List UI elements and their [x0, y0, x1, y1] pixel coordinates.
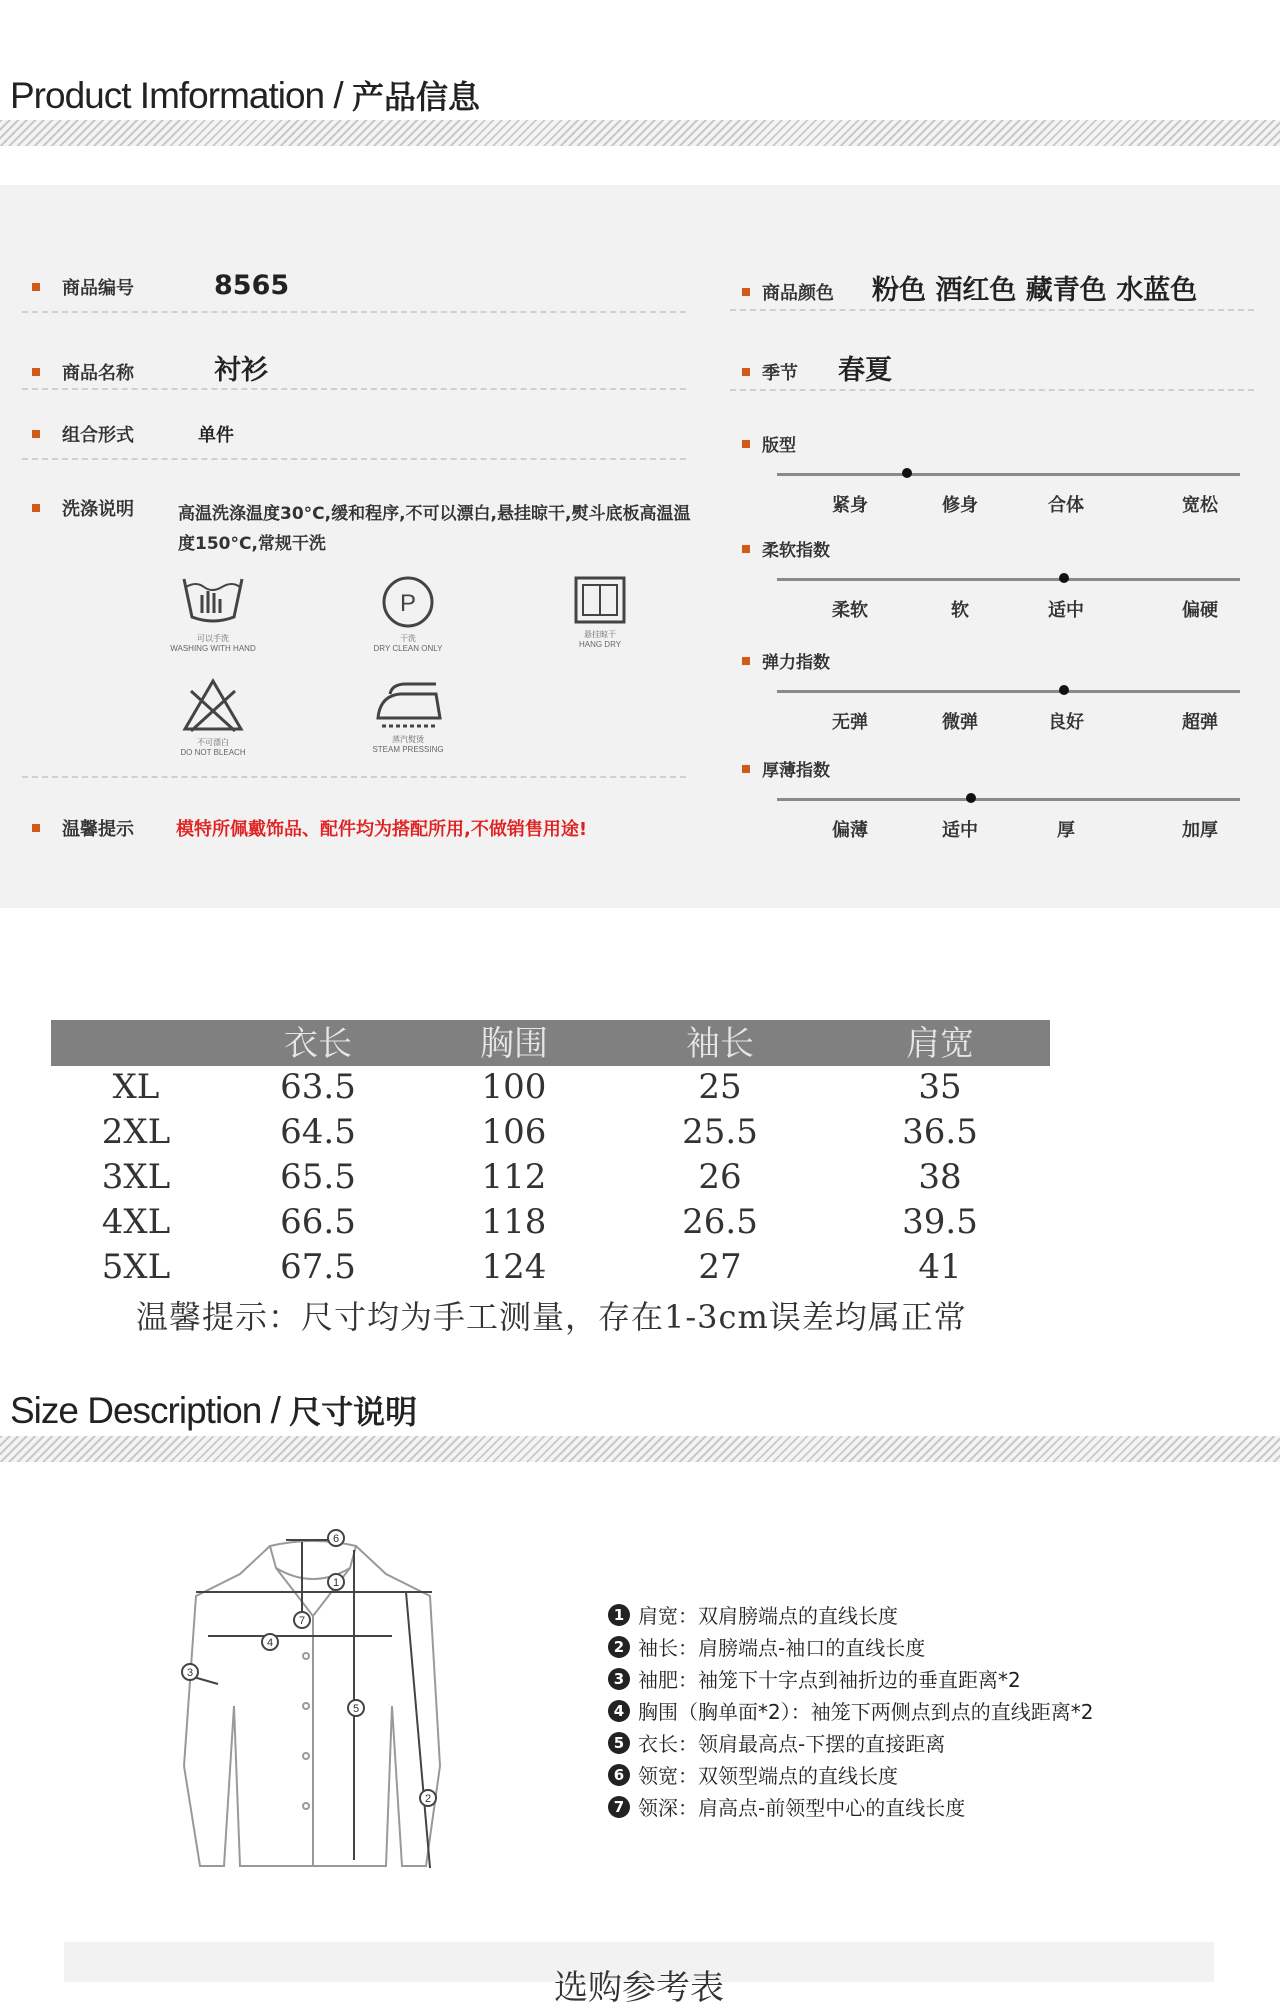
legend-item — [608, 1760, 898, 1789]
table-cell: 35 — [918, 1067, 962, 1107]
table-header-cell: 肩宽 — [906, 1024, 974, 1064]
legend-text: 袖肥：袖笼下十字点到袖折边的垂直距离*2 — [638, 1668, 1021, 1692]
scale-row — [742, 536, 830, 561]
scale-option: 偏硬 — [1182, 600, 1218, 621]
scale-option: 合体 — [1048, 495, 1084, 516]
color-value: 粉色 酒红色 藏青色 水蓝色 — [872, 275, 1198, 306]
season-value: 春夏 — [838, 355, 892, 386]
scale-option: 柔软 — [832, 600, 868, 621]
scale-marker — [1059, 685, 1069, 695]
scale-track — [777, 690, 1240, 693]
table-header-cell: 袖长 — [686, 1024, 754, 1064]
bullet-icon — [742, 440, 750, 448]
item-no-value: 8565 — [214, 270, 290, 301]
color-row — [742, 268, 1197, 307]
diagram-marker-label: 2 — [424, 1793, 432, 1805]
diagram-marker-label: 3 — [186, 1667, 194, 1679]
table-cell: 39.5 — [902, 1202, 978, 1242]
table-cell: 26 — [698, 1157, 742, 1197]
steam-iron-icon — [370, 680, 446, 730]
legend-text: 袖长：肩膀端点-袖口的直线长度 — [638, 1636, 926, 1660]
table-cell: 36.5 — [902, 1112, 978, 1152]
scale-option: 修身 — [942, 495, 978, 516]
legend-number-icon: 4 — [608, 1700, 630, 1722]
size-table-note: 温馨提示：尺寸均为手工测量，存在1-3cm误差均属正常 — [136, 1298, 967, 1336]
scale-option: 软 — [951, 600, 969, 621]
bullet-icon — [32, 368, 40, 376]
legend-text: 衣长：领肩最高点-下摆的直接距离 — [638, 1732, 946, 1756]
svg-text:P: P — [399, 590, 417, 617]
table-cell: 67.5 — [280, 1247, 356, 1287]
section-title-size-description — [10, 1387, 417, 1433]
table-cell: 64.5 — [280, 1112, 356, 1152]
scale-option: 紧身 — [832, 495, 868, 516]
table-cell: 38 — [918, 1157, 962, 1197]
divider — [730, 389, 1254, 391]
table-cell: 41 — [918, 1247, 962, 1287]
legend-item — [608, 1632, 925, 1661]
legend-item — [608, 1664, 1021, 1693]
care-hand-wash — [158, 573, 268, 654]
scale-label: 厚薄指数 — [762, 761, 830, 781]
scale-option: 无弹 — [832, 712, 868, 733]
table-cell: 3XL — [101, 1157, 171, 1197]
scale-option: 厚 — [1057, 820, 1075, 841]
title-en: Size Description / — [10, 1390, 290, 1431]
table-cell: 66.5 — [280, 1202, 356, 1242]
scale-option: 宽松 — [1182, 495, 1218, 516]
table-cell: 124 — [481, 1247, 547, 1287]
scale-option: 适中 — [1048, 600, 1084, 621]
legend-number-icon: 3 — [608, 1668, 630, 1690]
legend-number-icon: 6 — [608, 1764, 630, 1786]
no-bleach-icon — [181, 677, 245, 733]
bullet-icon — [742, 288, 750, 296]
scale-marker — [966, 793, 976, 803]
table-cell: 25.5 — [682, 1112, 758, 1152]
purchase-ref-box — [64, 1942, 1214, 2008]
item-no-label: 商品编号 — [62, 278, 134, 299]
diagram-marker-label: 5 — [352, 1703, 360, 1715]
scale-label: 柔软指数 — [762, 541, 830, 561]
bullet-icon — [32, 430, 40, 438]
name-value: 衬衫 — [214, 355, 268, 386]
scale-label: 版型 — [762, 436, 796, 456]
table-cell: 25 — [698, 1067, 742, 1107]
bullet-icon — [32, 283, 40, 291]
diagram-marker-label: 4 — [266, 1637, 274, 1649]
table-cell: 26.5 — [682, 1202, 758, 1242]
warm-text: 模特所佩戴饰品、配件均为搭配所用,不做销售用途! — [176, 819, 588, 840]
care-caption-zh: 悬挂晾干 — [584, 630, 616, 639]
scale-marker — [1059, 573, 1069, 583]
table-cell: 63.5 — [280, 1067, 356, 1107]
season-row — [742, 348, 892, 387]
legend-item — [608, 1792, 965, 1821]
bullet-icon — [32, 504, 40, 512]
warm-row — [32, 815, 587, 841]
divider — [22, 458, 686, 460]
care-dry-clean — [358, 575, 458, 654]
legend-number-icon: 2 — [608, 1636, 630, 1658]
name-label: 商品名称 — [62, 363, 134, 384]
scale-option: 良好 — [1048, 712, 1084, 733]
table-cell: 65.5 — [280, 1157, 356, 1197]
shirt-measurement-diagram — [160, 1516, 460, 1876]
hang-dry-icon — [573, 575, 627, 625]
section-title-product-info — [10, 72, 480, 118]
table-header-cell: 胸围 — [480, 1024, 548, 1064]
scale-track — [777, 473, 1240, 476]
table-cell: 112 — [481, 1157, 547, 1197]
diagram-markers — [182, 1530, 436, 1806]
wash-instructions: 高温洗涤温度30°C,缓和程序,不可以漂白,悬挂晾干,熨斗底板高温温度150°C,常规干洗 — [178, 504, 691, 554]
legend-number-icon: 7 — [608, 1796, 630, 1818]
care-caption-zh: 干洗 — [400, 634, 416, 643]
scale-track — [777, 798, 1240, 801]
divider — [22, 388, 686, 390]
legend-text: 胸围（胸单面*2）：袖笼下两侧点到点的直线距离*2 — [638, 1700, 1094, 1724]
legend-item — [608, 1600, 898, 1629]
diagram-marker-label: 6 — [332, 1533, 340, 1545]
scale-option: 适中 — [942, 820, 978, 841]
bullet-icon — [742, 765, 750, 773]
table-header-cell: 衣长 — [284, 1024, 352, 1064]
wash-label: 洗涤说明 — [62, 499, 134, 520]
bullet-icon — [742, 545, 750, 553]
table-cell: 4XL — [101, 1202, 171, 1242]
table-cell: 106 — [481, 1112, 547, 1152]
bullet-icon — [742, 657, 750, 665]
hand-wash-icon — [178, 573, 248, 629]
scale-row — [742, 648, 830, 673]
wash-row — [32, 495, 134, 521]
title-zh: 尺寸说明 — [289, 1393, 418, 1431]
combo-row — [32, 421, 234, 447]
legend-text: 领宽：双领型端点的直线长度 — [638, 1764, 898, 1788]
scale-row — [742, 756, 830, 781]
scale-marker — [902, 468, 912, 478]
care-caption-zh: 蒸汽熨烫 — [392, 735, 424, 744]
legend-text: 肩宽：双肩膀端点的直线长度 — [638, 1604, 898, 1628]
legend-item — [608, 1696, 1093, 1725]
legend-number-icon: 5 — [608, 1732, 630, 1754]
hatch-divider — [0, 120, 1280, 146]
care-caption-en: DO NOT BLEACH — [180, 748, 246, 757]
care-no-bleach — [158, 677, 268, 758]
legend-text: 领深：肩高点-前领型中心的直线长度 — [638, 1796, 966, 1820]
name-row — [32, 348, 268, 387]
care-caption-zh: 不可漂白 — [197, 738, 229, 747]
table-cell: XL — [112, 1067, 160, 1107]
care-caption-en: HANG DRY — [578, 640, 622, 649]
bullet-icon — [742, 368, 750, 376]
care-hang-dry — [560, 575, 640, 650]
scale-option: 超弹 — [1182, 712, 1218, 733]
legend-number-icon: 1 — [608, 1604, 630, 1626]
diagram-marker-label: 7 — [298, 1615, 306, 1627]
divider — [22, 311, 686, 313]
dry-clean-icon — [380, 575, 436, 629]
diagram-marker-label: 1 — [332, 1577, 340, 1589]
scale-option: 偏薄 — [832, 820, 868, 841]
care-steam-iron — [358, 680, 458, 755]
table-cell: 27 — [698, 1247, 742, 1287]
care-caption-zh: 可以手洗 — [197, 634, 229, 643]
purchase-ref-title: 选购参考表 — [554, 1968, 724, 2008]
divider — [730, 309, 1254, 311]
season-label: 季节 — [762, 363, 798, 384]
hatch-divider — [0, 1436, 1280, 1462]
product-info-panel — [0, 185, 1280, 908]
care-caption-en: DRY CLEAN ONLY — [373, 644, 443, 653]
legend-item — [608, 1728, 945, 1757]
care-caption-en: WASHING WITH HAND — [170, 644, 256, 653]
scale-option: 微弹 — [942, 712, 978, 733]
divider — [22, 776, 686, 778]
title-en: Product Imformation / — [10, 75, 352, 116]
scale-option: 加厚 — [1182, 820, 1218, 841]
scale-label: 弹力指数 — [762, 653, 830, 673]
item-no-row — [32, 270, 289, 301]
bullet-icon — [32, 824, 40, 832]
table-cell: 2XL — [101, 1112, 171, 1152]
care-caption-en: STEAM PRESSING — [372, 745, 444, 754]
title-zh: 产品信息 — [351, 78, 480, 116]
scale-track — [777, 578, 1240, 581]
table-cell: 5XL — [101, 1247, 171, 1287]
warm-label: 温馨提示 — [62, 819, 134, 840]
size-table-header — [51, 1020, 1050, 1066]
combo-value: 单件 — [198, 425, 234, 446]
table-cell: 100 — [481, 1067, 547, 1107]
scale-row — [742, 431, 796, 456]
combo-label: 组合形式 — [62, 425, 134, 446]
table-cell: 118 — [481, 1202, 547, 1242]
color-label: 商品颜色 — [762, 283, 834, 304]
